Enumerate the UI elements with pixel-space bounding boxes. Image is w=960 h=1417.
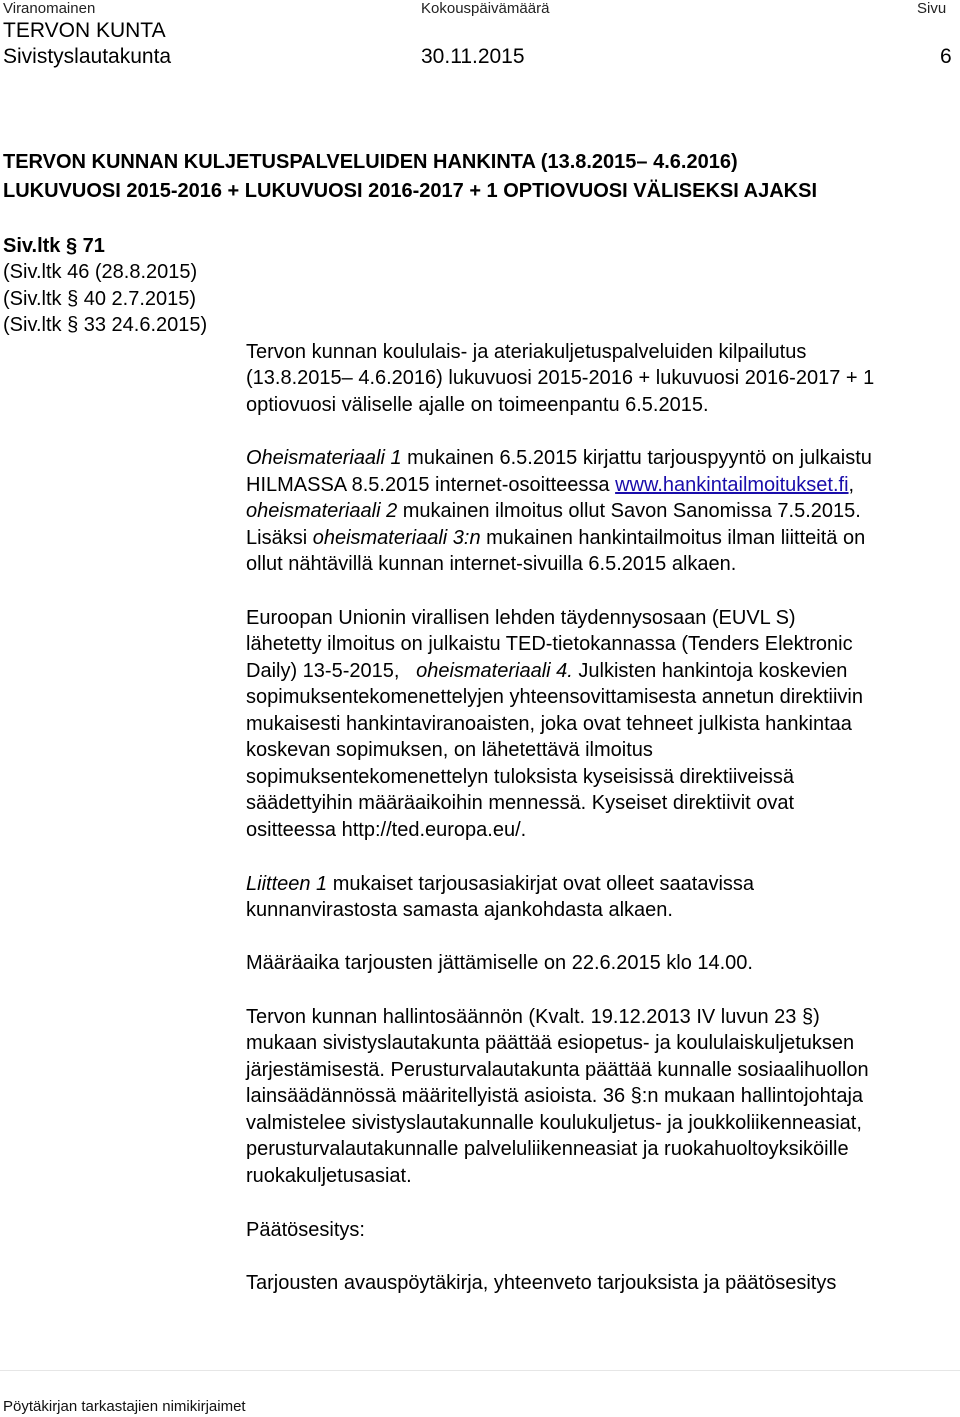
- attachment-reference: oheismateriaali 3:n: [312, 527, 481, 549]
- paragraph-line: sopimuksentekomenettelyn tuloksista kyseisissä direktiiveissä: [246, 766, 795, 788]
- paragraph-line: optiovuosi väliselle ajalle on toimeenpantu 6.5.2015.: [246, 394, 709, 416]
- header-meeting-date-label: Kokouspäivämäärä: [421, 0, 550, 17]
- paragraph-line: valmistelee sivistyslautakunnalle koulukuljetus- ja joukkoliikenneasiat,: [246, 1112, 862, 1134]
- paragraph-line: Tervon kunnan hallintosäännön (Kvalt. 19.12.2013 IV luvun 23 §): [246, 1006, 820, 1028]
- header-page-label: Sivu: [917, 0, 947, 17]
- paragraph-line: ollut nähtävillä kunnan internet-sivuilla 6.5.2015 alkaen.: [246, 553, 737, 575]
- header-department: Sivistyslautakunta: [3, 45, 172, 68]
- paragraph-line: kunnanvirastosta samasta ajankohdasta alkaen.: [246, 899, 673, 921]
- hankintailmoitukset-link[interactable]: www.hankintailmoitukset.fi: [615, 474, 849, 496]
- header-organization: TERVON KUNTA: [3, 19, 166, 42]
- paragraph-line: lähetetty ilmoitus on julkaistu TED-tietokannassa (Tenders Elektronic: [246, 633, 853, 655]
- paragraph-line: koskevan sopimuksen, on lähetettävä ilmoitus: [246, 739, 653, 761]
- paragraph-line: säädettyihin määräaikoihin mennessä. Kyseiset direktiivit ovat: [246, 792, 795, 814]
- paragraph-line: HILMASSA 8.5.2015 internet-osoitteessa www.hankintailmoitukset.fi,: [246, 474, 855, 496]
- paragraph-line: Määräaika tarjousten jättämiselle on 22.6.2015 klo 14.00.: [246, 952, 753, 974]
- proposal-text: Tarjousten avauspöytäkirja, yhteenveto tarjouksista ja päätösesitys: [246, 1272, 837, 1294]
- header-meeting-date: 30.11.2015: [421, 45, 525, 68]
- previous-reference-1: (Siv.ltk 46 (28.8.2015): [3, 261, 198, 283]
- proposal-heading: Päätösesitys:: [246, 1219, 365, 1241]
- paragraph-line: mukaisesti hankintaviranoaisten, joka ovat tehneet julkista hankintaa: [246, 713, 852, 735]
- paragraph-line: oheismateriaali 2 mukainen ilmoitus ollut Savon Sanomissa 7.5.2015.: [246, 500, 861, 522]
- paragraph-line: perusturvalautakunnalle palveluliikenneasiat ja ruokahuoltoyksiköille: [246, 1138, 849, 1160]
- paragraph-line: Daily) 13-5-2015, oheismateriaali 4. Julkisten hankintoja koskevien: [246, 660, 848, 682]
- header-page-number: 6: [940, 45, 952, 68]
- paragraph-line: Liitteen 1 mukaiset tarjousasiakirjat ovat olleet saatavissa: [246, 873, 755, 895]
- previous-reference-3: (Siv.ltk § 33 24.6.2015): [3, 314, 208, 336]
- paragraph-line: lainsäädännössä määritellyistä asioista. 36 §:n mukaan hallintojohtaja: [246, 1085, 864, 1107]
- paragraph-line: järjestämisestä. Perusturvalautakunta päättää kunnalle sosiaalihuollon: [246, 1059, 869, 1081]
- previous-reference-2: (Siv.ltk § 40 2.7.2015): [3, 288, 197, 310]
- attachment-reference: oheismateriaali 2: [246, 500, 398, 522]
- paragraph-line: ositteessa http://ted.europa.eu/.: [246, 819, 527, 841]
- header-authority-label: Viranomainen: [3, 0, 96, 17]
- current-section-reference: Siv.ltk § 71: [3, 235, 105, 257]
- paragraph-line: Euroopan Unionin virallisen lehden täydennysosaan (EUVL S): [246, 607, 796, 629]
- paragraph-line: mukaan sivistyslautakunta päättää esiopetus- ja koululaiskuljetuksen: [246, 1032, 855, 1054]
- footer-divider: [0, 1370, 960, 1371]
- attachment-reference: Liitteen 1: [246, 873, 328, 895]
- paragraph-line: Tervon kunnan koululais- ja ateriakuljetuspalveluiden kilpailutus: [246, 341, 807, 363]
- attachment-reference: oheismateriaali 4.: [416, 660, 573, 682]
- title-line-2: LUKUVUOSI 2015-2016 + LUKUVUOSI 2016-2017 + 1 OPTIOVUOSI VÄLISEKSI AJAKSI: [3, 180, 817, 202]
- title-line-1: TERVON KUNNAN KULJETUSPALVELUIDEN HANKINTA (13.8.2015– 4.6.2016): [3, 151, 738, 173]
- paragraph-line: ruokakuljetusasiat.: [246, 1165, 412, 1187]
- paragraph-line: (13.8.2015– 4.6.2016) lukuvuosi 2015-2016 + lukuvuosi 2016-2017 + 1: [246, 367, 875, 389]
- paragraph-line: Lisäksi oheismateriaali 3:n mukainen hankintailmoitus ilman liitteitä on: [246, 527, 866, 549]
- footer-inspectors-initials: Pöytäkirjan tarkastajien nimikirjaimet: [3, 1398, 246, 1415]
- attachment-reference: Oheismateriaali 1: [246, 447, 402, 469]
- paragraph-line: Oheismateriaali 1 mukainen 6.5.2015 kirjattu tarjouspyyntö on julkaistu: [246, 447, 872, 469]
- paragraph-line: sopimuksentekomenettelyjen yhteensovittamisesta annetun direktiivin: [246, 686, 864, 708]
